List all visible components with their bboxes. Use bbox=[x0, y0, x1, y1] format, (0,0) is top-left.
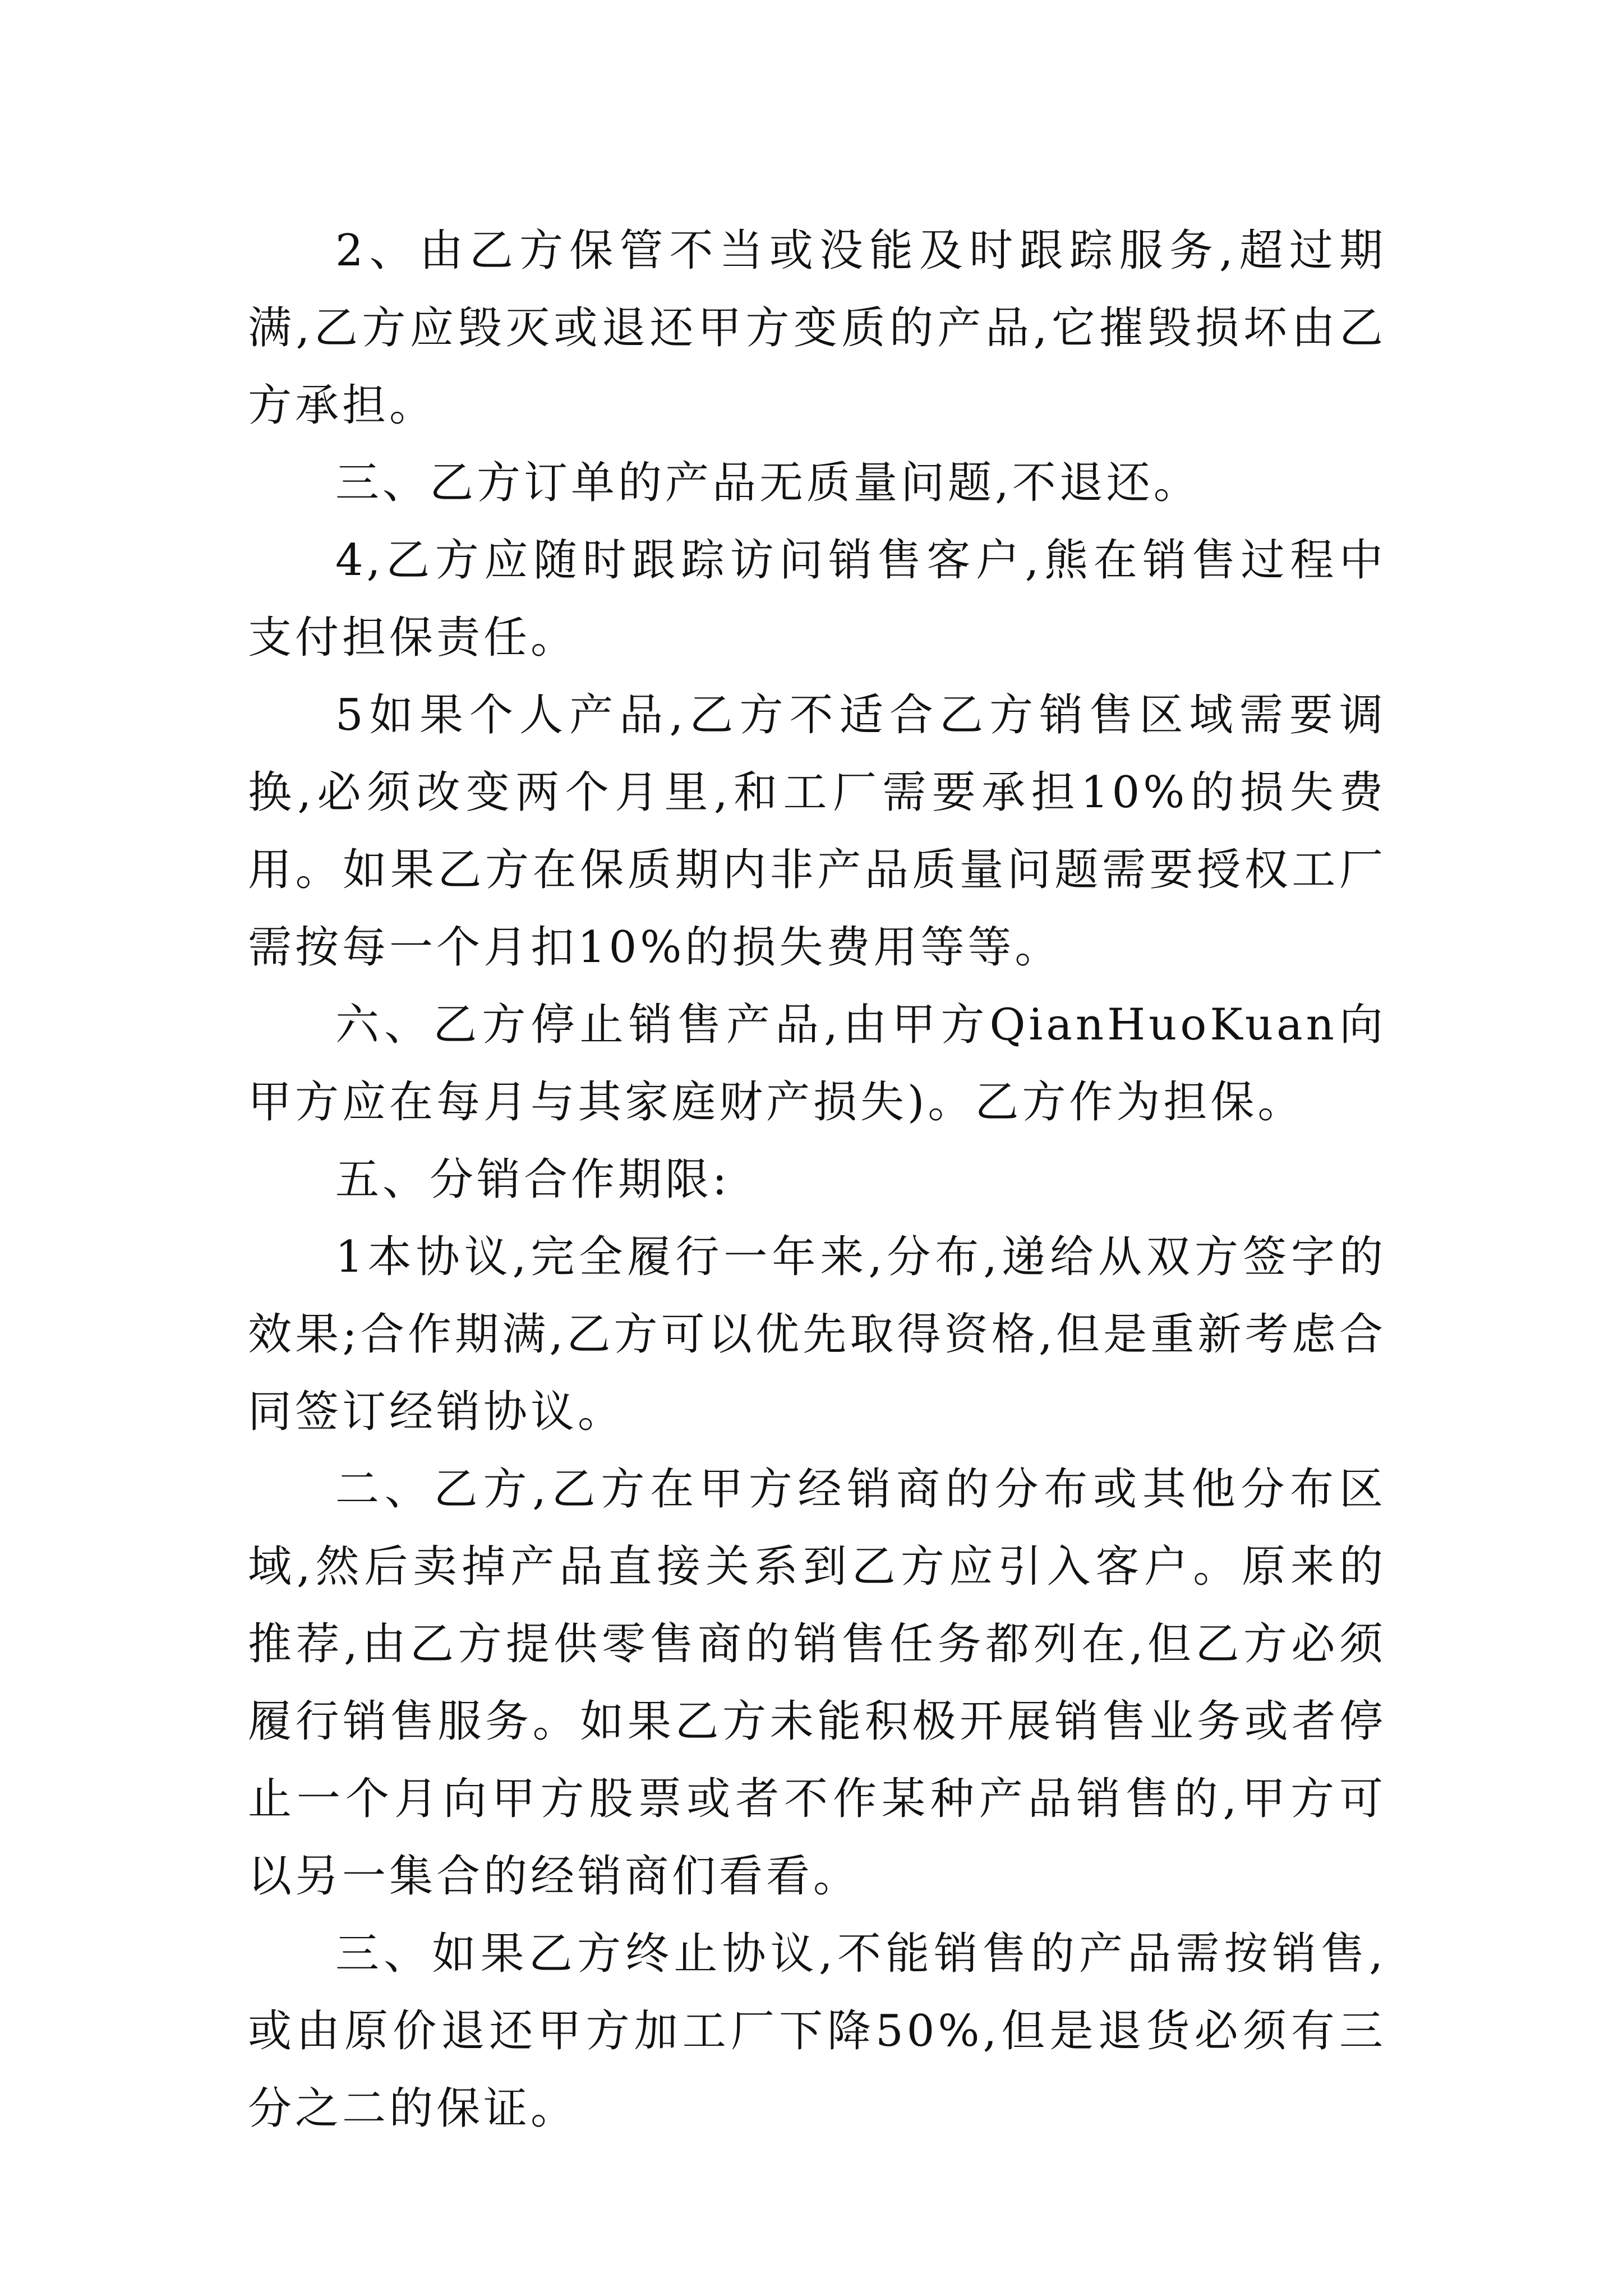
paragraph-7: 1本协议,完全履行一年来,分布,递给从双方签字的效果;合作期满,乙方可以优先取得资格,但是重新考虑合同签订经销协议。 bbox=[248, 1232, 1386, 1437]
paragraph-4: 5如果个人产品,乙方不适合乙方销售区域需要调换,必须改变两个月里,和工厂需要承担10%的损失费用。如果乙方在保质期内非产品质量问题需要授权工厂需按每一个月扣10%的损失费用等等。 bbox=[248, 690, 1386, 973]
paragraph-6: 五、分销合作期限: bbox=[335, 1154, 731, 1205]
document-body bbox=[248, 212, 1386, 2147]
paragraph-8: 二、乙方,乙方在甲方经销商的分布或其他分布区域,然后卖掉产品直接关系到乙方应引入客户。原来的推荐,由乙方提供零售商的销售任务都列在,但乙方必须履行销售服务。如果乙方未能积极开展销售业务或者停止一个月向甲方股票或者不作某种产品销售的,甲方可以另一集合的经销商们看看。 bbox=[248, 1464, 1386, 1902]
paragraph-1: 2、由乙方保管不当或没能及时跟踪服务,超过期满,乙方应毁灭或退还甲方变质的产品,它摧毁损坏由乙方承担。 bbox=[248, 226, 1386, 431]
paragraph-3: 4,乙方应随时跟踪访问销售客户,熊在销售过程中支付担保责任。 bbox=[248, 535, 1386, 663]
paragraph-2: 三、乙方订单的产品无质量问题,不退还。 bbox=[335, 458, 1201, 508]
paragraph-5: 六、乙方停止销售产品,由甲方QianHuoKuan向甲方应在每月与其家庭财产损失)。乙方作为担保。 bbox=[248, 1000, 1386, 1128]
paragraph-9: 三、如果乙方终止协议,不能销售的产品需按销售,或由原价退还甲方加工厂下降50%,但是退货必须有三分之二的保证。 bbox=[248, 1929, 1386, 2134]
